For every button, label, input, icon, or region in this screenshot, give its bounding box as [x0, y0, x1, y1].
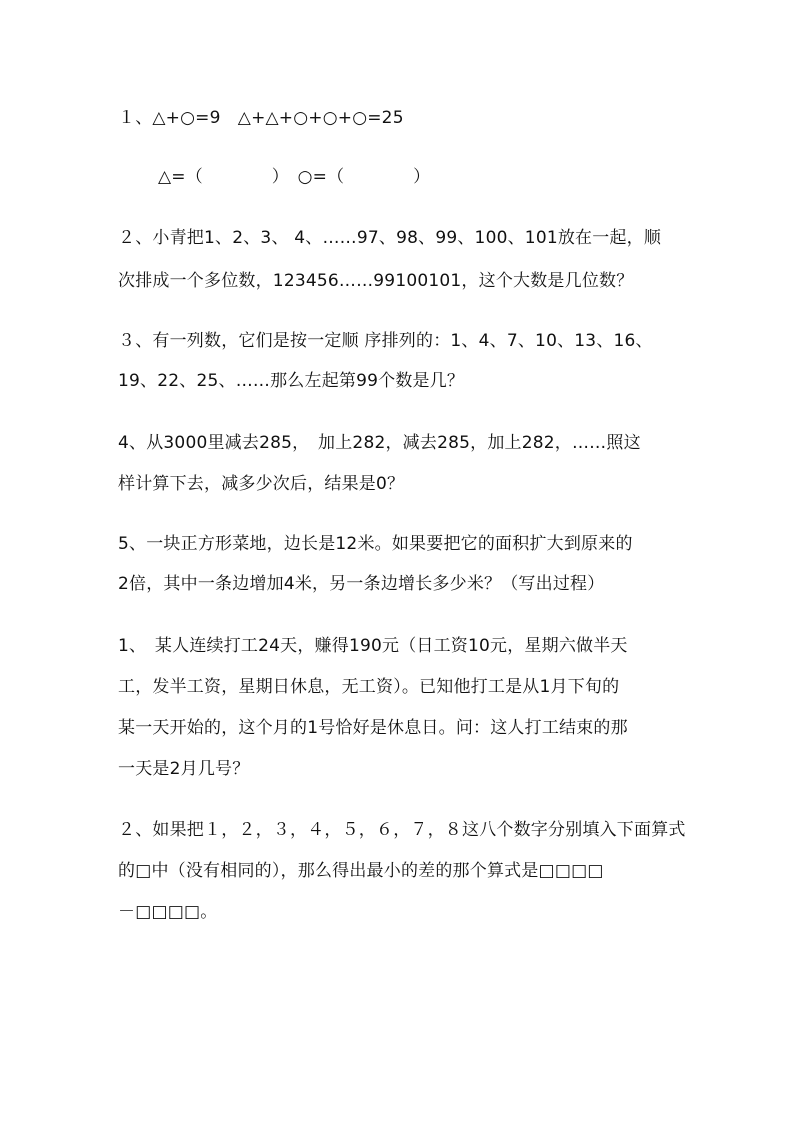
problem-4-line-1: 4、从3000里减去285， 加上282，减去285，加上282，……照这 — [118, 433, 641, 453]
problem-1-line-1: １、△+○=9 △+△+○+○+○=25 — [118, 108, 404, 128]
problem-2-line-1: ２、小青把1、2、3、 4、……97、98、99、100、101放在一起，顺 — [118, 228, 662, 248]
extra-problem-2-line-3: －□□□□。 — [118, 902, 218, 922]
extra-problem-1-line-3: 某一天开始的，这个月的1号恰好是休息日。问：这人打工结束的那 — [118, 718, 628, 738]
problem-3-line-1: ３、有一列数，它们是按一定顺 序排列的：1、4、7、10、13、16、 — [118, 331, 653, 351]
problem-5-line-2: 2倍，其中一条边增加4米，另一条边增长多少米？（写出过程） — [118, 574, 605, 594]
problem-1-line-2: △=（ ） ○=（ ） — [158, 167, 431, 187]
extra-problem-1-line-4: 一天是2月几号？ — [118, 759, 250, 779]
extra-problem-1-line-2: 工，发半工资，星期日休息，无工资）。已知他打工是从1月下旬的 — [118, 677, 620, 697]
extra-problem-1-line-1: 1、 某人连续打工24天，赚得190元（日工资10元，星期六做半天 — [118, 636, 628, 656]
extra-problem-2-line-2: 的□中（没有相同的），那么得出最小的差的那个算式是□□□□ — [118, 861, 604, 881]
problem-5-line-1: 5、一块正方形菜地，边长是12米。如果要把它的面积扩大到原来的 — [118, 534, 633, 554]
extra-problem-2-line-1: ２、如果把１，２，３，４，５，６，７，８这八个数字分别填入下面算式 — [118, 820, 686, 840]
problem-3-line-2: 19、22、25、……那么左起第99个数是几？ — [118, 371, 465, 391]
problem-2-line-2: 次排成一个多位数，123456……99100101，这个大数是几位数？ — [118, 271, 634, 291]
problem-4-line-2: 样计算下去，减多少次后，结果是0？ — [118, 474, 405, 494]
